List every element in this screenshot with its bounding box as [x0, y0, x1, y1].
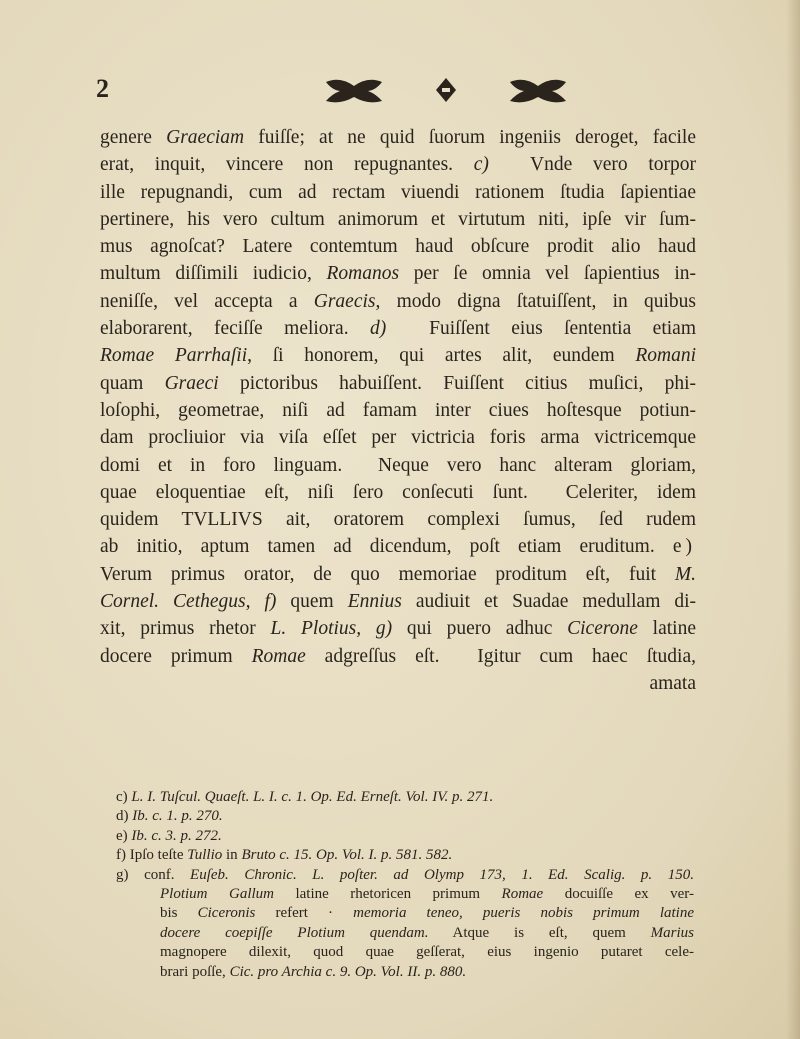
text-line: Cornel. Cethegus, f) quem Ennius audiuit et Suadae medullam di-	[100, 591, 697, 613]
text-line: genere Graeciam fuiſſe; at ne quid ſuorum ingeniis deroget, facile	[100, 127, 696, 148]
footnote-e: e) Ib. c. 3. p. 272.	[116, 827, 222, 844]
text-line: quidem TVLLIVS ait, oratorem complexi ſumus, ſed rudem	[100, 509, 696, 531]
text-line: neniſſe, vel accepta a Graecis, modo digna ſtatuiſſent, in quibus	[100, 290, 697, 312]
footnote-f: f) Ipſo teſte Tullio in Bruto c. 15. Op. Vol. I. p. 581. 582.	[116, 847, 453, 864]
text-line: quae eloquentiae eſt, niſi ſero conſecuti ſunt. Celeriter, idem	[100, 481, 696, 503]
main-text	[100, 124, 696, 697]
footnote-g-cont: docere coepiſſe Plotium quendam. Atque is eſt, quem Marius	[160, 924, 695, 941]
text-line: xit, primus rhetor L. Plotius, g) qui puero adhuc Cicerone latine	[100, 618, 696, 640]
footnotes	[116, 788, 694, 982]
catchword: amata	[649, 672, 696, 694]
text-line: mus agnoſcat? Latere contemtum haud obſcure prodit alio haud	[100, 236, 696, 258]
footnote-g-cont: bis Ciceronis refert · memoria teneo, pueris nobis primum latine	[160, 905, 694, 922]
printer-ornament-icon	[306, 76, 586, 104]
text-line: dam procliuior via viſa eſſet per victricia foris arma victricemque	[100, 427, 696, 449]
text-line: pertinere, his vero cultum animorum et virtutum niti, ipſe vir ſum-	[100, 208, 696, 230]
text-line: Romae Parrhaſii, ſi honorem, qui artes alit, eundem Romani	[100, 345, 697, 367]
page-header	[96, 72, 716, 108]
footnote-g-cont: magnopere dilexit, quod quae geſſerat, eius ingenio putaret cele-	[160, 944, 694, 961]
text-line: docere primum Romae adgreſſus eſt. Igitur cum haec ſtudia,	[100, 645, 696, 667]
text-line: quam Graeci pictoribus habuiſſent. Fuiſſent citius muſici, phi-	[100, 372, 696, 394]
text-line: domi et in foro linguam. Neque vero hanc alteram gloriam,	[100, 454, 696, 476]
text-line: loſophi, geometrae, niſi ad famam inter ciues hoſtesque potiun-	[100, 399, 696, 421]
text-line: Verum primus orator, de quo memoriae proditum eſt, fuit M.	[100, 563, 696, 585]
text-line: erat, inquit, vincere non repugnantes. c) Vnde vero torpor	[100, 154, 696, 176]
footnote-g: g) conf. Euſeb. Chronic. L. poſter. ad Olymp 173, 1. Ed. Scalig. p. 150.	[116, 866, 694, 883]
footnote-g-cont: brari poſſe, Cic. pro Archia c. 9. Op. Vol. II. p. 880.	[160, 963, 467, 980]
text-line: elaborarent, feciſſe meliora. d) Fuiſſent eius ſententia etiam	[100, 318, 696, 340]
footnote-c: c) L. I. Tuſcul. Quaeſt. L. I. c. 1. Op. Ed. Erneſt. Vol. IV. p. 271.	[116, 789, 494, 805]
footnote-d: d) Ib. c. 1. p. 270.	[116, 808, 223, 825]
text-line: ille repugnandi, cum ad rectam viuendi rationem ſtudia ſapientiae	[100, 181, 696, 203]
page-number: 2	[96, 74, 109, 103]
text-line: multum diſſimili iudicio, Romanos per ſe omnia vel ſapientius in-	[100, 263, 697, 285]
footnote-g-cont: Plotium Gallum latine rhetoricen primum Romae docuiſſe ex ver-	[160, 885, 694, 902]
text-line: ab initio, aptum tamen ad dicendum, poſt etiam eruditum. e)	[100, 536, 696, 558]
page-edge	[786, 0, 800, 1039]
